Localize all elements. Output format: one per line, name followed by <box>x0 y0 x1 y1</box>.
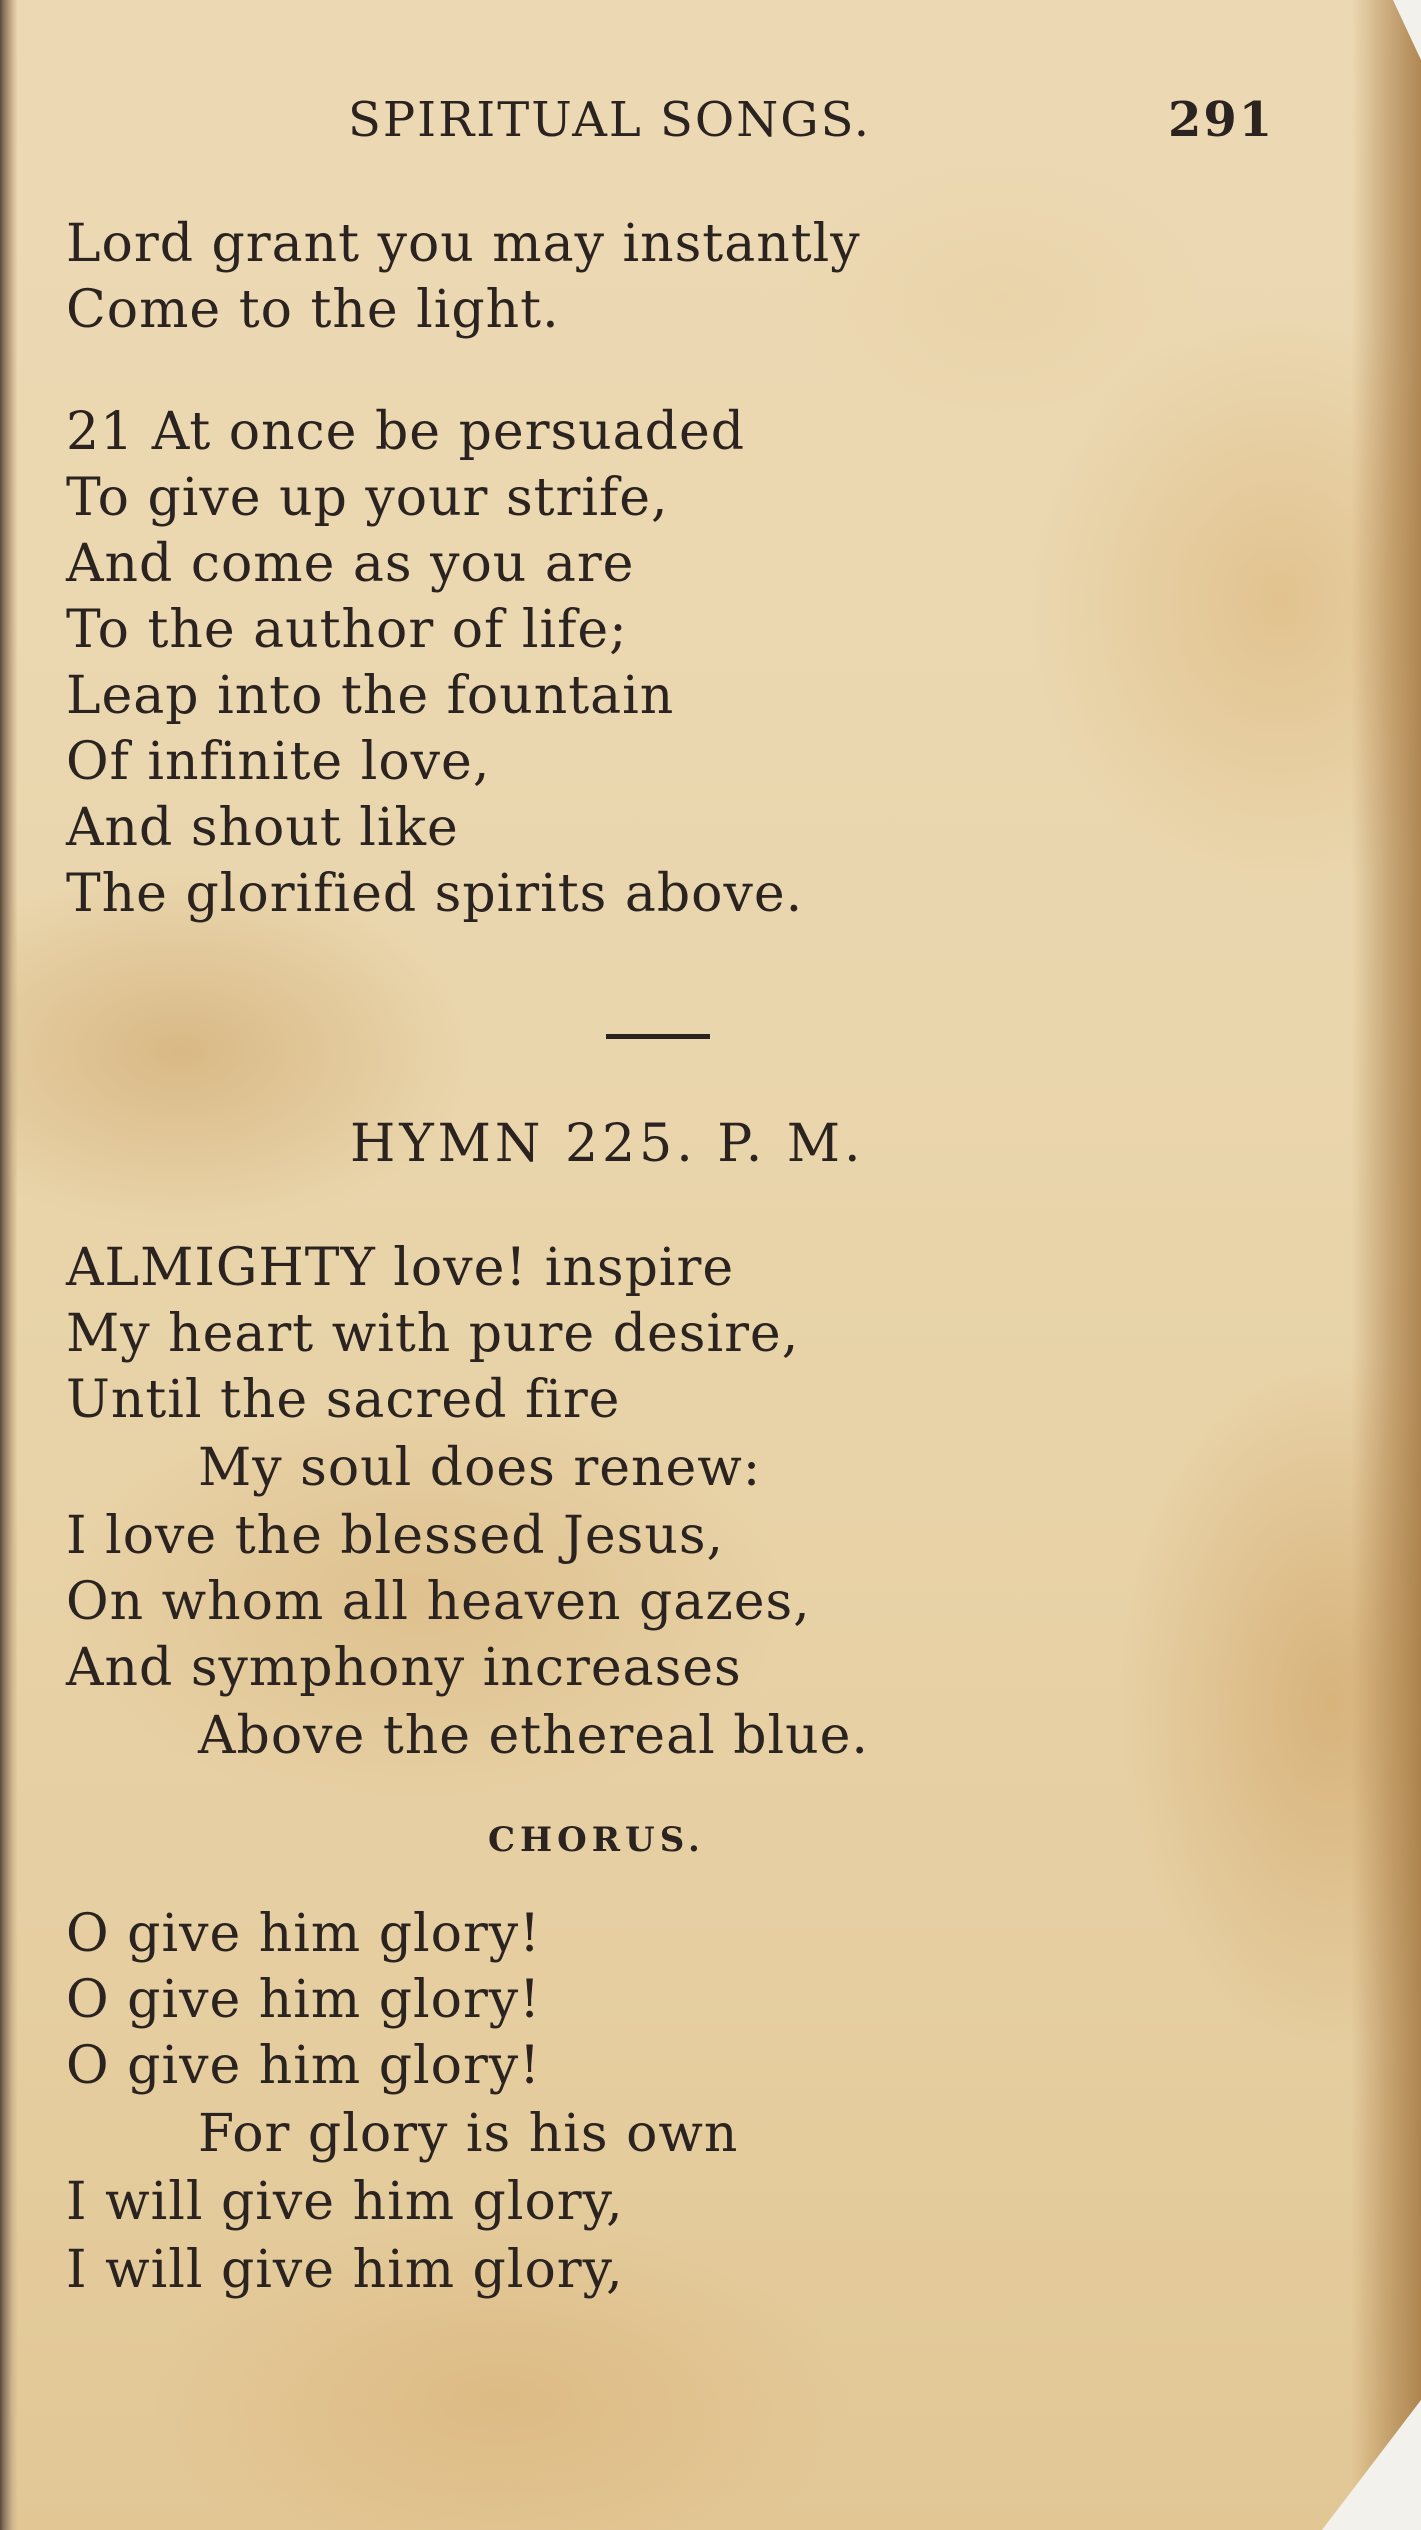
verse-line: Above the ethereal blue. <box>198 1706 869 1766</box>
chorus-line: I will give him glory, <box>66 2240 624 2300</box>
verse-line: Until the sacred fire <box>66 1370 621 1430</box>
chorus-line: O give him glory! <box>66 1970 542 2030</box>
verse-line: The glorified spirits above. <box>66 864 804 924</box>
chorus-line: O give him glory! <box>66 2036 542 2096</box>
verse-line: On whom all heaven gazes, <box>66 1572 811 1632</box>
chorus-label: CHORUS. <box>488 1820 705 1860</box>
verse-line: I love the blessed Jesus, <box>66 1506 725 1566</box>
chorus-line: For glory is his own <box>198 2104 739 2164</box>
verse-line: Of infinite love, <box>66 732 491 792</box>
page-number: 291 <box>1168 92 1275 148</box>
verse-line: My soul does renew: <box>198 1438 762 1498</box>
running-title: SPIRITUAL SONGS. <box>348 92 872 148</box>
verse-line: Lord grant you may instantly <box>66 214 861 274</box>
verse-line: My heart with pure desire, <box>66 1304 800 1364</box>
hymn-title: HYMN 225. P. M. <box>350 1114 865 1174</box>
chorus-line: I will give him glory, <box>66 2172 624 2232</box>
chorus-line: O give him glory! <box>66 1904 542 1964</box>
verse-line: ALMIGHTY love! inspire <box>66 1238 735 1298</box>
verse-line: To give up your strife, <box>66 468 669 528</box>
verse-line: To the author of life; <box>66 600 628 660</box>
verse-line: Leap into the fountain <box>66 666 675 726</box>
running-header <box>348 92 1275 152</box>
page-right-edge-stain <box>1351 0 1421 2530</box>
verse-line: And symphony increases <box>66 1638 742 1698</box>
page-binding-edge <box>0 0 18 2530</box>
verse-line: And come as you are <box>66 534 635 594</box>
section-divider <box>606 1034 710 1039</box>
verse-line: And shout like <box>66 798 459 858</box>
verse-line: Come to the light. <box>66 280 560 340</box>
verse-line: 21 At once be persuaded <box>66 402 746 462</box>
